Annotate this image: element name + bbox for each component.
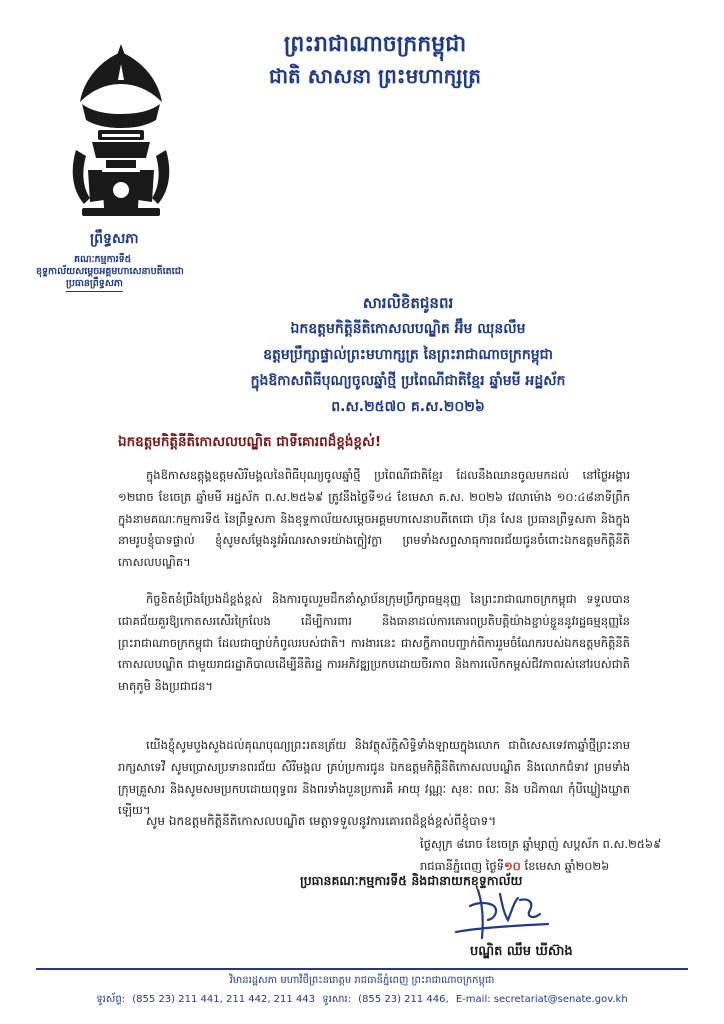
tel-label: ទូរស័ព្ទ:: [96, 994, 126, 1005]
body-paragraph-3: យើងខ្ញុំសូមបួងសួងដល់គុណបុណ្យព្រះរតនត្រ័យ និងវត្ថុស័ក្តិសិទ្ធិទាំងឡាយក្នុងលោក ជាពិសេសទេវតាឆ្នាំថ្មីព្រះនាម រាក្សសាទេវី សូមប្រោសប្រទានពរជ័យ សិរីមង្គល គ្រប់ប្រការជូន ឯកឧត្តមកិត្តិនីតិកោសលបណ្ឌិត និងលោកជំទាវ ព្រមទាំងក្រុមគ្រួសារ និងសូមសមប្រកបដោយពុទ្ធពរ និងពរទាំងបួនប្រការគឺ អាយុ វណ្ណៈ សុខៈ ពលៈ និង បដិភាណ កុំបីឃ្លៀងឃ្លាតឡើយ។: [118, 738, 630, 818]
occasion-year: ព.ស.២៥៧០ គ.ស.២០២៦: [331, 399, 485, 415]
email-address: E-mail: secretariat@senate.gov.kh: [455, 994, 628, 1005]
dateline: [420, 833, 680, 877]
occasion-line: ក្នុងឱកាសពិធីបុណ្យចូលឆ្នាំថ្មី ប្រពៃណីជាតិខ្មែរ ឆ្នាំមមី អដ្ឋស័ក: [250, 373, 566, 389]
recipient-name: ឯកឧត្តមកិត្តិនីតិកោសលបណ្ឌិត អ៊ឹម ឈុនលឹម: [290, 321, 526, 337]
senate-emblem-icon: [62, 40, 180, 222]
closing-paragraph: សូម ឯកឧត្តមកិត្តិនីតិកោសលបណ្ឌិត មេត្តាទទួលនូវការគោរពដ៏ខ្ពង់ខ្ពស់ពីខ្ញុំបាទ។: [146, 814, 497, 828]
signature-icon: [448, 880, 558, 950]
tel-numbers: (855 23) 211 441, 211 442, 211 443: [132, 994, 316, 1005]
commission-name: គណៈកម្មការទី៥: [74, 254, 132, 265]
office-name: ខុទ្ទកាល័យសម្តេចអគ្គមហាសេនាបតីតេជោ: [36, 266, 184, 277]
body-paragraph-2: កិច្ចខិតខំប្រឹងប្រែងដ៏ខ្ពង់ខ្ពស់ និងការចូលរួមដឹកនាំស្ថាប័នក្រុមប្រឹក្សាធម្មនុញ្ញ នៃព្រះរាជាណាចក្រកម្ពុជា ទទួលបានជោគជ័យគួរឱ្យកោតសរសើរក្រៃលែង ដើម្បីការពារ និងធានាដល់ការគោរពប្រតិបត្តិយ៉ាងខ្ជាប់ខ្ជួននូវរដ្ឋធម្មនុញ្ញនៃព្រះរាជាណាចក្រកម្ពុជា ដែលជាច្បាប់កំពូលរបស់ជាតិ។ ការងារនេះ ជាសក្ខីភាពបញ្ជាក់ពីការរួមចំណែករបស់ឯកឧត្តមកិត្តិនីតិកោសលបណ្ឌិត ជាមួយរាជរដ្ឋាភិបាលដើម្បីនីតិរដ្ឋ ការអភិវឌ្ឍប្រកបដោយចីរភាព និងការលើកកម្ពស់ជីវភាពរស់នៅរបស់ជាតិ មាតុភូមិ និងប្រជាជន។: [118, 592, 630, 694]
national-motto: ជាតិ សាសនា ព្រះមហាក្សត្រ: [269, 64, 481, 88]
footer-contacts: [0, 992, 724, 1007]
senate-name: ព្រឹទ្ធសភា: [90, 231, 139, 247]
solar-date-day: ១០: [503, 859, 521, 873]
letter-title: សារលិខិតជូនពរ: [362, 294, 454, 312]
fax-label: ទូរសារ:: [322, 994, 351, 1005]
footer-divider: [36, 968, 688, 970]
recipient-position: ឧត្តមប្រឹក្សាផ្ទាល់ព្រះមហាក្សត្រ នៃព្រះរាជាណាចក្រកម្ពុជា: [263, 347, 553, 363]
fax-number: (855 23) 211 446,: [358, 994, 449, 1005]
footer-address: វិមានរដ្ឋសភា មហាវិថីព្រះនរោត្តម រាជធានីភ្នំពេញ ព្រះរាជាណាចក្រកម្ពុជា: [229, 975, 495, 986]
sender-block: [36, 254, 236, 292]
letter-title-block: [228, 290, 588, 420]
body-paragraph-1: ក្នុងឱកាសឧត្តុង្គឧត្តមសិរីមង្គលនៃពិធីបុណ្យចូលឆ្នាំថ្មី ប្រពៃណីជាតិខ្មែរ ដែលនឹងឈានចូលមកដល់ នៅថ្ងៃអង្គារ ១២រោច ខែចេត្រ ឆ្នាំមមី អដ្ឋស័ក ព.ស.២៥៦៩ ត្រូវនឹងថ្ងៃទី១៤ ខែមេសា គ.ស. ២០២៦ វេលាម៉ោង ១០:៤៨នាទីព្រឹក ក្នុងនាមគណៈកម្មការទី៥ នៃព្រឹទ្ធសភា និងខុទ្ទកាល័យសម្តេចអគ្គមហាសេនាបតីតេជោ ហ៊ុន សែន ប្រធានព្រឹទ្ធសភា និងក្នុងនាមរូបខ្ញុំបាទផ្ទាល់ ខ្ញុំសូមសម្តែងនូវអំណរសាទរយ៉ាងក្លៀវក្លា ព្រមទាំងសព្ទសាធុការពរជ័យជូនចំពោះឯកឧត្តមកិត្តិនីតិកោសលបណ្ឌិត។: [118, 468, 630, 570]
solar-date-suffix: ខែមេសា ឆ្នាំ២០២៦: [524, 859, 610, 873]
kingdom-title: ព្រះរាជាណាចក្រកម្ពុជា: [283, 32, 467, 57]
solar-date-prefix: រាជធានីភ្នំពេញ ថ្ងៃទី: [420, 859, 504, 873]
salutation: ឯកឧត្តមកិត្តិនីតិកោសលបណ្ឌិត ជាទីគោរពដ៏ខ្ពង់ខ្ពស់!: [118, 434, 381, 450]
lunar-date: ថ្ងៃសុក្រ ៨រោច ខែចេត្រ ឆ្នាំម្សាញ់ សប្តស័ក ព.ស.២៥៦៩: [420, 837, 662, 851]
signer-title: ប្រធានគណៈកម្មការទី៥ និងជានាយកខុទ្ទកាល័យ: [300, 873, 523, 888]
signer-name: បណ្ឌិត ឈឹម ឃីស៊ាង: [470, 944, 573, 959]
president-role: ប្រធានព្រឹទ្ធសភា: [66, 278, 123, 292]
